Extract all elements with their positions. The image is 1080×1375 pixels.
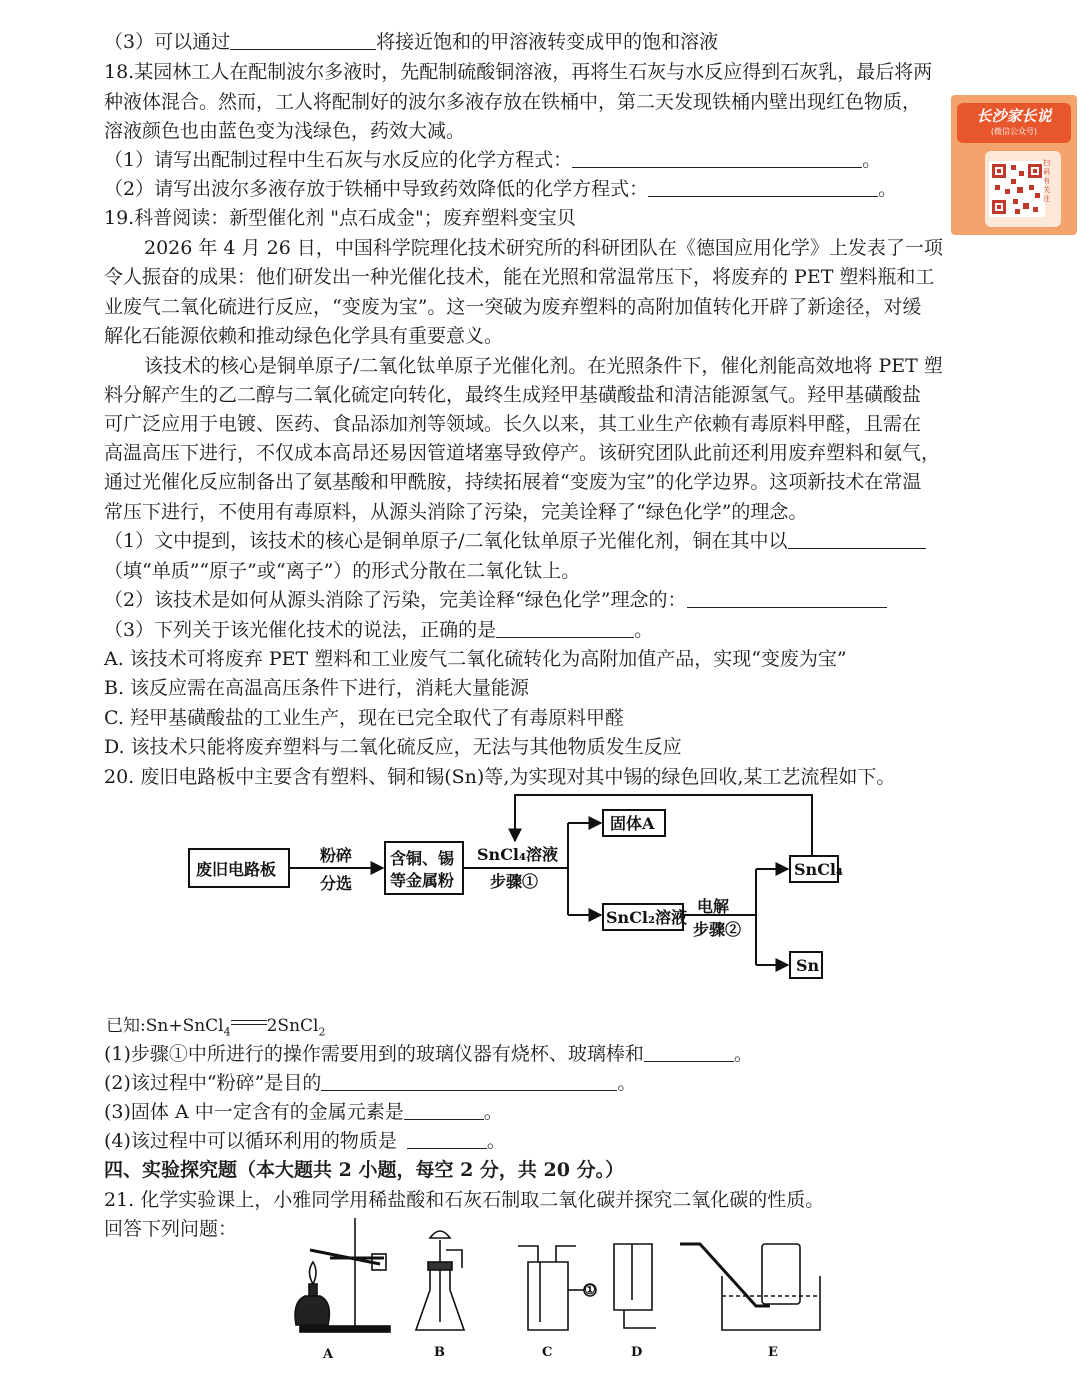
label-crush: 粉碎 [320,846,353,865]
label-metal-powder-1: 含铜、锡 [390,849,455,868]
q21-prompt: 回答下列问题： [104,1218,238,1240]
q19-para2-line5: 通过光催化反应制备出了氨基酸和甲酰胺，持续拓展着“变废为宝”的化学边界。这项新技术在常温 [104,471,922,493]
q20-part1: (1)步骤①中所进行的操作需要用到的玻璃仪器有烧杯、玻璃棒和 。 [104,1043,753,1065]
q18-line2: 种液体混合。然而，工人将配制好的波尔多液存放在铁桶中，第二天发现铁桶内壁出现红色物质， [104,91,922,113]
q20-part3: (3)固体 A 中一定含有的金属元素是 。 [104,1101,503,1123]
q19-para1-line1: 2026 年 4 月 26 日，中国科学院理化技术研究所的科研团队在《德国应用化学》上发表了一项 [144,237,943,259]
q19-para2-line6: 常压下进行，不使用有毒原料，从源头消除了污染，完美诠释了“绿色化学”的理念。 [104,501,808,523]
label-sort: 分选 [320,874,353,893]
q20-stem: 20. 废旧电路板中主要含有塑料、铜和锡(Sn)等,为实现对其中锡的绿色回收,某工艺流程如下。 [104,766,896,788]
label-c: C [542,1345,553,1360]
q20-part4: (4)该过程中可以循环利用的物质是 。 [104,1130,506,1152]
label-sncl4-solution: SnCl₄溶液 [477,845,559,864]
label-metal-powder-2: 等金属粉 [390,871,455,890]
label-step1: 步骤① [490,872,539,891]
apparatus-b-conical-flask [416,1231,464,1330]
qr-code-icon [989,161,1045,217]
q19-para2-line3: 可广泛应用于电镀、医药、食品添加剂等领域。长久以来，其工业生产依赖有毒原料甲醛，且需在 [104,413,922,435]
label-b: B [434,1345,445,1360]
q20-part2: (2)该过程中“粉碎”是目的 。 [104,1072,637,1094]
promo-badge[interactable] [951,95,1077,235]
label-sn: Sn [796,956,820,975]
port-label-c: ① [584,1283,596,1298]
label-a: A [323,1347,334,1362]
q19-option-d[interactable]: D. 该技术只能将废弃塑料与二氧化硫反应，无法与其他物质发生反应 [104,736,682,758]
q19-part1-cont: （填“单质”“原子”或“离子”）的形式分散在二氧化钛上。 [104,560,581,582]
label-sncl2-solution: SnCl₂溶液 [606,908,688,927]
q18-part2: （2）请写出波尔多液存放于铁桶中导致药效降低的化学方程式： 。 [104,178,898,200]
q18-line3: 溶液颜色也由蓝色变为浅绿色，药效大减。 [104,120,466,142]
q19-para1-line2: 令人振奋的成果：他们研发出一种光催化技术，能在光照和常温常压下，将废弃的 PET 塑料瓶和工 [104,266,935,288]
q18-part1: （1）请写出配制过程中生石灰与水反应的化学方程式： 。 [104,149,882,171]
promo-side-text: 扫码有关注 [1043,159,1050,203]
q19-part2: （2）该技术是如何从源头消除了污染，完美诠释“绿色化学”理念的： [104,586,950,615]
label-e: E [768,1345,778,1360]
label-step2: 步骤② [693,920,742,939]
promo-title-banner: 长沙家长说 (微信公众号) [957,103,1071,143]
q19-option-b[interactable]: B. 该反应需在高温高压条件下进行，消耗大量能源 [104,677,530,699]
q19-part3: （3）下列关于该光催化技术的说法，正确的是 。 [104,619,654,641]
label-electrolysis: 电解 [697,897,730,916]
label-sncl4: SnCl₄ [794,860,844,879]
apparatus-e-water-trough [680,1244,820,1330]
apparatus-d-gas-collector [614,1244,656,1328]
q18-line1: 18.某园林工人在配制波尔多液时，先配制硫酸铜溶液，再将生石灰与水反应得到石灰乳，最后将两 [104,61,933,83]
apparatus-a-heating-setup [295,1218,390,1332]
q19-option-a[interactable]: A. 该技术可将废弃 PET 塑料和工业废气二氧化硫转化为高附加值产品，实现“变废为宝” [104,648,847,670]
q19-para1-line4: 解化石能源依赖和推动绿色化学具有重要意义。 [104,325,504,347]
label-waste-board: 废旧电路板 [196,860,277,879]
known-equation: 已知:Sn+SnCl$_4$ 2SnCl$_2$ [106,1016,326,1039]
q19-para2-line1: 该技术的核心是铜单原子/二氧化钛单原子光催化剂。在光照条件下，催化剂能高效地将 PET 塑 [144,355,943,377]
label-solid-a: 固体A [610,814,655,833]
q19-part1: （1）文中提到，该技术的核心是铜单原子/二氧化钛单原子光催化剂，铜在其中以 [104,527,950,556]
label-d: D [631,1345,643,1360]
q19-para2-line2: 料分解产生的乙二醇与二氧化硫定向转化，最终生成羟甲基磺酸盐和清洁能源氢气。羟甲基磺酸盐 [104,384,922,406]
q19-title: 19.科普阅读：新型催化剂 "点石成金"；废弃塑料变宝贝 [104,207,576,229]
q21-stem: 21. 化学实验课上，小雅同学用稀盐酸和石灰石制取二氧化碳并探究二氧化碳的性质。 [104,1189,825,1211]
section-4-heading: 四、实验探究题（本大题共 2 小题，每空 2 分，共 20 分。） [104,1159,625,1181]
q19-para1-line3: 业废气二氧化硫进行反应，“变废为宝”。这一突破为废弃塑料的高附加值转化开辟了新途径，对缓 [104,296,922,318]
q17-part3: （3）可以通过 将接近饱和的甲溶液转变成甲的饱和溶液 [104,31,719,53]
q19-option-c[interactable]: C. 羟甲基磺酸盐的工业生产，现在已完全取代了有毒原料甲醛 [104,707,624,729]
q19-para2-line4: 高温高压下进行，不仅成本高昂还易因管道堵塞导致停产。该研究团队此前还利用废弃塑料和氨气， [104,442,941,464]
